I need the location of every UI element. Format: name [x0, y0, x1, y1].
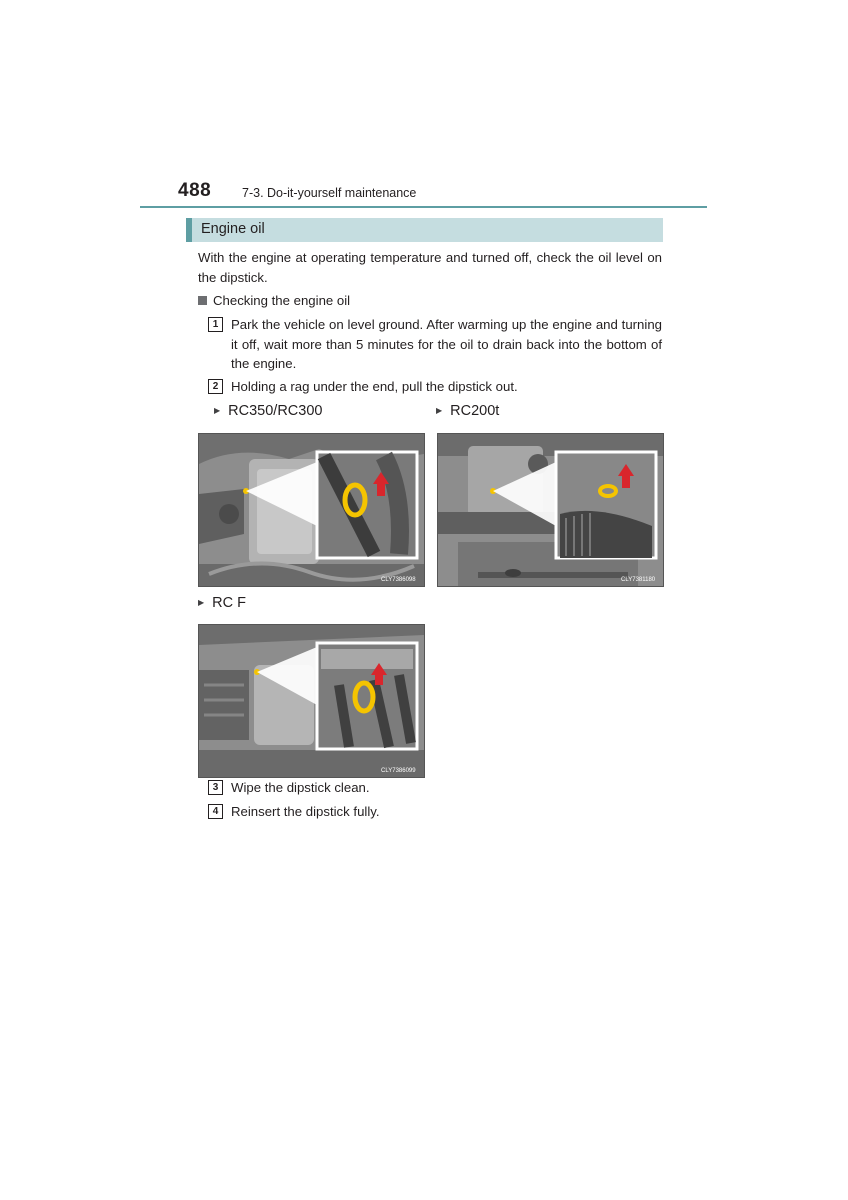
step-text-3: Wipe the dipstick clean.: [231, 780, 370, 795]
section-title: Engine oil: [201, 221, 265, 237]
step-text-1: Park the vehicle on level ground. After warming up the engine and turning it off, wait more than 5 minutes for the oil to drain back into the bottom of the engine.: [231, 317, 662, 371]
triangle-bullet-icon: ▶: [214, 406, 221, 415]
intro-paragraph: With the engine at operating temperature and turned off, check the oil level on the dipstick.: [198, 250, 662, 285]
step-number-3: 3: [208, 780, 223, 795]
triangle-bullet-icon: ▶: [198, 598, 205, 607]
figure-code: CLY7386098: [381, 577, 416, 583]
engine-figure-rc350: [198, 433, 425, 587]
subsection-title: Checking the engine oil: [213, 293, 351, 308]
step-number-2: 2: [208, 379, 223, 394]
step-number-4: 4: [208, 804, 223, 819]
subsection-heading: [198, 291, 350, 311]
step-text-4: Reinsert the dipstick fully.: [231, 804, 380, 819]
model-label-rcf: ▶ RC F: [198, 595, 246, 611]
step-number-1: 1: [208, 317, 223, 332]
figure-code: CLY7386099: [381, 768, 416, 774]
figure-code: CLY7381180: [621, 577, 656, 583]
engine-figure-rcf: [198, 624, 425, 778]
step-text-2: Holding a rag under the end, pull the dipstick out.: [231, 379, 518, 394]
triangle-bullet-icon: ▶: [436, 406, 443, 415]
model-label-rc350: ▶ RC350/RC300: [214, 403, 323, 419]
header-rule: [140, 206, 707, 208]
engine-figure-rc200t: [437, 433, 664, 587]
square-bullet-icon: [198, 296, 207, 305]
model-label-rc200t: ▶ RC200t: [436, 403, 500, 419]
page-number: 488: [178, 180, 212, 201]
section-header: [186, 218, 663, 242]
chapter-title: 7-3. Do-it-yourself maintenance: [242, 186, 417, 200]
